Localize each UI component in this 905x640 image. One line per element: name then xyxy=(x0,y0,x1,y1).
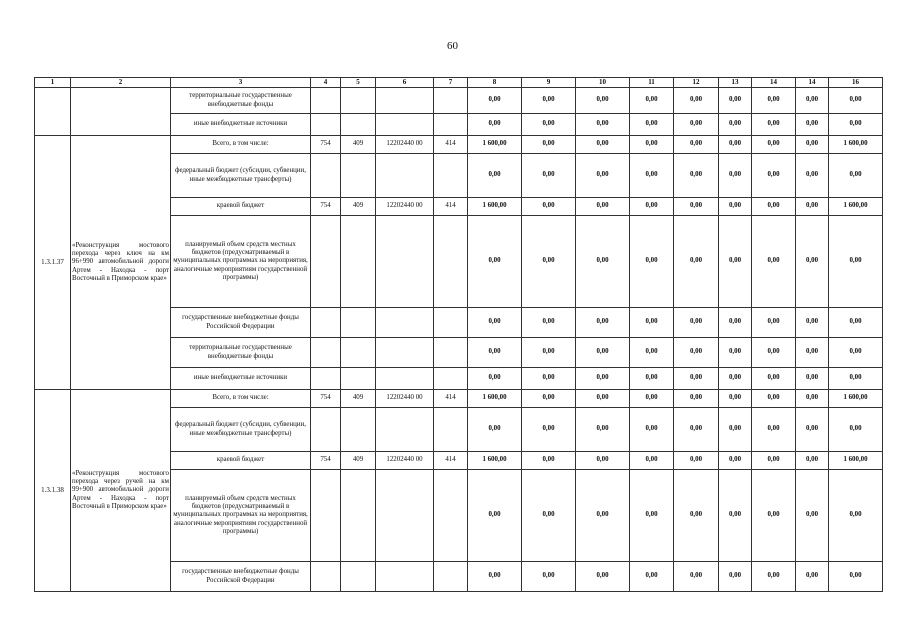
amount-cell: 0,00 xyxy=(522,470,576,562)
amount-cell: 0,00 xyxy=(829,154,883,198)
amount-cell: 0,00 xyxy=(796,136,829,154)
amount-cell: 0,00 xyxy=(522,136,576,154)
col6-code xyxy=(376,216,434,308)
col4-value xyxy=(311,88,341,114)
col4-value xyxy=(311,562,341,592)
amount-cell: 0,00 xyxy=(752,154,796,198)
amount-cell: 0,00 xyxy=(468,88,522,114)
amount-cell: 0,00 xyxy=(719,562,752,592)
amount-cell: 0,00 xyxy=(829,338,883,368)
col5-value: 409 xyxy=(341,390,376,408)
column-header: 4 xyxy=(311,78,341,88)
amount-cell: 0,00 xyxy=(576,216,630,308)
amount-cell: 0,00 xyxy=(752,114,796,136)
amount-cell: 0,00 xyxy=(522,452,576,470)
col6-code: 12202440 00 xyxy=(376,390,434,408)
amount-cell: 0,00 xyxy=(630,452,674,470)
col7-value xyxy=(434,154,468,198)
amount-cell: 0,00 xyxy=(522,390,576,408)
amount-cell: 0,00 xyxy=(752,562,796,592)
amount-cell: 0,00 xyxy=(752,470,796,562)
amount-cell: 0,00 xyxy=(630,368,674,390)
col7-value: 414 xyxy=(434,452,468,470)
amount-cell: 0,00 xyxy=(674,562,719,592)
amount-cell: 0,00 xyxy=(674,154,719,198)
amount-cell: 0,00 xyxy=(796,338,829,368)
amount-cell: 0,00 xyxy=(674,198,719,216)
amount-cell: 1 600,00 xyxy=(468,136,522,154)
amount-cell: 0,00 xyxy=(829,470,883,562)
col5-value xyxy=(341,562,376,592)
amount-cell: 0,00 xyxy=(719,198,752,216)
amount-cell: 0,00 xyxy=(796,114,829,136)
amount-cell: 0,00 xyxy=(796,216,829,308)
amount-cell: 0,00 xyxy=(674,368,719,390)
amount-cell: 1 600,00 xyxy=(829,452,883,470)
amount-cell: 0,00 xyxy=(576,452,630,470)
col4-value xyxy=(311,154,341,198)
col6-code xyxy=(376,88,434,114)
amount-cell: 0,00 xyxy=(630,338,674,368)
column-header: 2 xyxy=(71,78,171,88)
col4-value xyxy=(311,114,341,136)
col4-value xyxy=(311,338,341,368)
amount-cell: 0,00 xyxy=(796,198,829,216)
amount-cell: 0,00 xyxy=(468,562,522,592)
object-cell xyxy=(71,88,171,136)
col5-value xyxy=(341,114,376,136)
amount-cell: 1 600,00 xyxy=(829,136,883,154)
amount-cell: 0,00 xyxy=(674,216,719,308)
amount-cell: 0,00 xyxy=(752,198,796,216)
amount-cell: 0,00 xyxy=(576,136,630,154)
amount-cell: 0,00 xyxy=(468,338,522,368)
table-row xyxy=(35,136,883,154)
source-label: иные внебюджетные источники xyxy=(171,368,311,390)
source-label: Всего, в том числе: xyxy=(171,136,311,154)
col6-code: 12202440 00 xyxy=(376,452,434,470)
col5-value: 409 xyxy=(341,452,376,470)
col6-code xyxy=(376,338,434,368)
amount-cell: 0,00 xyxy=(630,88,674,114)
amount-cell: 0,00 xyxy=(719,338,752,368)
column-header: 8 xyxy=(468,78,522,88)
amount-cell: 0,00 xyxy=(576,390,630,408)
col6-code xyxy=(376,408,434,452)
amount-cell: 0,00 xyxy=(522,408,576,452)
amount-cell: 0,00 xyxy=(719,216,752,308)
column-header: 3 xyxy=(171,78,311,88)
amount-cell: 0,00 xyxy=(576,470,630,562)
amount-cell: 0,00 xyxy=(522,216,576,308)
amount-cell: 0,00 xyxy=(522,88,576,114)
amount-cell: 0,00 xyxy=(719,136,752,154)
col7-value: 414 xyxy=(434,198,468,216)
amount-cell: 0,00 xyxy=(630,562,674,592)
amount-cell: 0,00 xyxy=(522,338,576,368)
source-label: федеральный бюджет (субсидии, субвенции, иные межбюджетные трансферты) xyxy=(171,408,311,452)
source-label: государственные внебюджетные фонды Российской Федерации xyxy=(171,562,311,592)
col5-value xyxy=(341,368,376,390)
col5-value xyxy=(341,216,376,308)
col4-value: 754 xyxy=(311,390,341,408)
column-header: 9 xyxy=(522,78,576,88)
amount-cell: 0,00 xyxy=(719,308,752,338)
col5-value: 409 xyxy=(341,136,376,154)
amount-cell: 0,00 xyxy=(674,338,719,368)
amount-cell: 0,00 xyxy=(752,136,796,154)
amount-cell: 0,00 xyxy=(468,408,522,452)
column-header: 7 xyxy=(434,78,468,88)
amount-cell: 0,00 xyxy=(829,368,883,390)
col5-value xyxy=(341,470,376,562)
col5-value xyxy=(341,308,376,338)
amount-cell: 0,00 xyxy=(522,308,576,338)
amount-cell: 1 600,00 xyxy=(468,390,522,408)
col4-value xyxy=(311,216,341,308)
amount-cell: 0,00 xyxy=(630,470,674,562)
amount-cell: 0,00 xyxy=(796,408,829,452)
col7-value xyxy=(434,408,468,452)
amount-cell: 0,00 xyxy=(752,368,796,390)
amount-cell: 0,00 xyxy=(674,452,719,470)
col6-code xyxy=(376,154,434,198)
amount-cell: 0,00 xyxy=(468,470,522,562)
source-label: государственные внебюджетные фонды Российской Федерации xyxy=(171,308,311,338)
amount-cell: 0,00 xyxy=(522,562,576,592)
amount-cell: 0,00 xyxy=(522,198,576,216)
amount-cell: 0,00 xyxy=(796,470,829,562)
amount-cell: 0,00 xyxy=(468,114,522,136)
amount-cell: 0,00 xyxy=(674,470,719,562)
measure-number: 1.3.1.38 xyxy=(35,390,71,592)
amount-cell: 0,00 xyxy=(576,114,630,136)
amount-cell: 0,00 xyxy=(630,154,674,198)
amount-cell: 0,00 xyxy=(796,390,829,408)
col5-value xyxy=(341,154,376,198)
col4-value xyxy=(311,408,341,452)
amount-cell: 0,00 xyxy=(468,216,522,308)
row-number-cell xyxy=(35,88,71,136)
col6-code xyxy=(376,562,434,592)
col7-value: 414 xyxy=(434,136,468,154)
col6-code: 12202440 00 xyxy=(376,136,434,154)
amount-cell: 0,00 xyxy=(522,368,576,390)
amount-cell: 0,00 xyxy=(829,308,883,338)
measure-object: «Реконструкция мостового перехода через ручей на км 99+900 автомобильной дороги Артем - Находка - порт Восточный в Приморском крае» xyxy=(71,390,171,592)
col7-value xyxy=(434,308,468,338)
amount-cell: 0,00 xyxy=(719,470,752,562)
col5-value xyxy=(341,338,376,368)
amount-cell: 0,00 xyxy=(630,114,674,136)
amount-cell: 0,00 xyxy=(796,154,829,198)
column-header: 13 xyxy=(719,78,752,88)
amount-cell: 0,00 xyxy=(630,216,674,308)
table-row xyxy=(35,88,883,114)
amount-cell: 0,00 xyxy=(576,408,630,452)
col6-code xyxy=(376,308,434,338)
column-header: 6 xyxy=(376,78,434,88)
amount-cell: 1 600,00 xyxy=(829,390,883,408)
budget-table xyxy=(34,77,883,592)
amount-cell: 0,00 xyxy=(630,390,674,408)
col4-value: 754 xyxy=(311,198,341,216)
source-label: иные внебюджетные источники xyxy=(171,114,311,136)
amount-cell: 0,00 xyxy=(752,88,796,114)
amount-cell: 0,00 xyxy=(468,368,522,390)
column-header: 1 xyxy=(35,78,71,88)
amount-cell: 0,00 xyxy=(468,308,522,338)
amount-cell: 0,00 xyxy=(576,368,630,390)
source-label: планируемый объем средств местных бюджетов (предусматриваемый в муниципальных программах на мероприятия, аналогичные мероприятиям государственной программы) xyxy=(171,216,311,308)
column-header: 16 xyxy=(829,78,883,88)
amount-cell: 0,00 xyxy=(796,452,829,470)
page-number: 60 xyxy=(447,40,458,52)
source-label: федеральный бюджет (субсидии, субвенции, иные межбюджетные трансферты) xyxy=(171,154,311,198)
col7-value xyxy=(434,470,468,562)
amount-cell: 0,00 xyxy=(674,390,719,408)
amount-cell: 0,00 xyxy=(630,198,674,216)
col6-code xyxy=(376,470,434,562)
amount-cell: 0,00 xyxy=(674,136,719,154)
column-header: 14 xyxy=(796,78,829,88)
amount-cell: 0,00 xyxy=(522,114,576,136)
amount-cell: 0,00 xyxy=(576,338,630,368)
col4-value xyxy=(311,368,341,390)
amount-cell: 0,00 xyxy=(796,88,829,114)
col5-value xyxy=(341,408,376,452)
amount-cell: 0,00 xyxy=(752,452,796,470)
source-label: краевой бюджет xyxy=(171,452,311,470)
amount-cell: 0,00 xyxy=(630,136,674,154)
amount-cell: 0,00 xyxy=(752,308,796,338)
col5-value: 409 xyxy=(341,198,376,216)
amount-cell: 0,00 xyxy=(829,408,883,452)
col7-value xyxy=(434,216,468,308)
amount-cell: 0,00 xyxy=(468,154,522,198)
amount-cell: 0,00 xyxy=(630,308,674,338)
amount-cell: 0,00 xyxy=(829,216,883,308)
col7-value xyxy=(434,88,468,114)
column-header: 14 xyxy=(752,78,796,88)
amount-cell: 0,00 xyxy=(719,452,752,470)
amount-cell: 0,00 xyxy=(796,562,829,592)
col6-code xyxy=(376,114,434,136)
amount-cell: 0,00 xyxy=(796,368,829,390)
amount-cell: 0,00 xyxy=(829,114,883,136)
col4-value xyxy=(311,308,341,338)
amount-cell: 0,00 xyxy=(752,408,796,452)
amount-cell: 0,00 xyxy=(630,408,674,452)
col4-value: 754 xyxy=(311,452,341,470)
amount-cell: 0,00 xyxy=(829,88,883,114)
amount-cell: 0,00 xyxy=(752,216,796,308)
col4-value xyxy=(311,470,341,562)
amount-cell: 0,00 xyxy=(719,88,752,114)
amount-cell: 0,00 xyxy=(719,390,752,408)
amount-cell: 0,00 xyxy=(719,114,752,136)
amount-cell: 1 600,00 xyxy=(829,198,883,216)
col7-value xyxy=(434,338,468,368)
amount-cell: 0,00 xyxy=(576,88,630,114)
amount-cell: 0,00 xyxy=(719,368,752,390)
measure-object: «Реконструкция мостового перехода через ключ на км 96+990 автомобильной дороги Артем - Находка - порт Восточный в Приморском крае» xyxy=(71,136,171,390)
col7-value xyxy=(434,562,468,592)
amount-cell: 0,00 xyxy=(674,88,719,114)
amount-cell: 0,00 xyxy=(674,408,719,452)
source-label: Всего, в том числе: xyxy=(171,390,311,408)
header-row xyxy=(35,78,883,88)
col6-code xyxy=(376,368,434,390)
amount-cell: 0,00 xyxy=(796,308,829,338)
amount-cell: 0,00 xyxy=(752,338,796,368)
column-header: 5 xyxy=(341,78,376,88)
table-row xyxy=(35,390,883,408)
source-label: территориальные государственные внебюджетные фонды xyxy=(171,88,311,114)
amount-cell: 1 600,00 xyxy=(468,198,522,216)
column-header: 12 xyxy=(674,78,719,88)
amount-cell: 0,00 xyxy=(576,154,630,198)
col7-value xyxy=(434,114,468,136)
column-header: 11 xyxy=(630,78,674,88)
col4-value: 754 xyxy=(311,136,341,154)
amount-cell: 0,00 xyxy=(829,562,883,592)
amount-cell: 0,00 xyxy=(752,390,796,408)
col7-value: 414 xyxy=(434,390,468,408)
amount-cell: 0,00 xyxy=(522,154,576,198)
amount-cell: 0,00 xyxy=(719,154,752,198)
source-label: планируемый объем средств местных бюджетов (предусматриваемый в муниципальных программах на мероприятия, аналогичные мероприятиям государственной программы) xyxy=(171,470,311,562)
col5-value xyxy=(341,88,376,114)
amount-cell: 0,00 xyxy=(674,114,719,136)
amount-cell: 0,00 xyxy=(576,198,630,216)
source-label: краевой бюджет xyxy=(171,198,311,216)
column-header: 10 xyxy=(576,78,630,88)
source-label: территориальные государственные внебюджетные фонды xyxy=(171,338,311,368)
amount-cell: 1 600,00 xyxy=(468,452,522,470)
amount-cell: 0,00 xyxy=(719,408,752,452)
col7-value xyxy=(434,368,468,390)
amount-cell: 0,00 xyxy=(674,308,719,338)
amount-cell: 0,00 xyxy=(576,562,630,592)
amount-cell: 0,00 xyxy=(576,308,630,338)
measure-number: 1.3.1.37 xyxy=(35,136,71,390)
col6-code: 12202440 00 xyxy=(376,198,434,216)
